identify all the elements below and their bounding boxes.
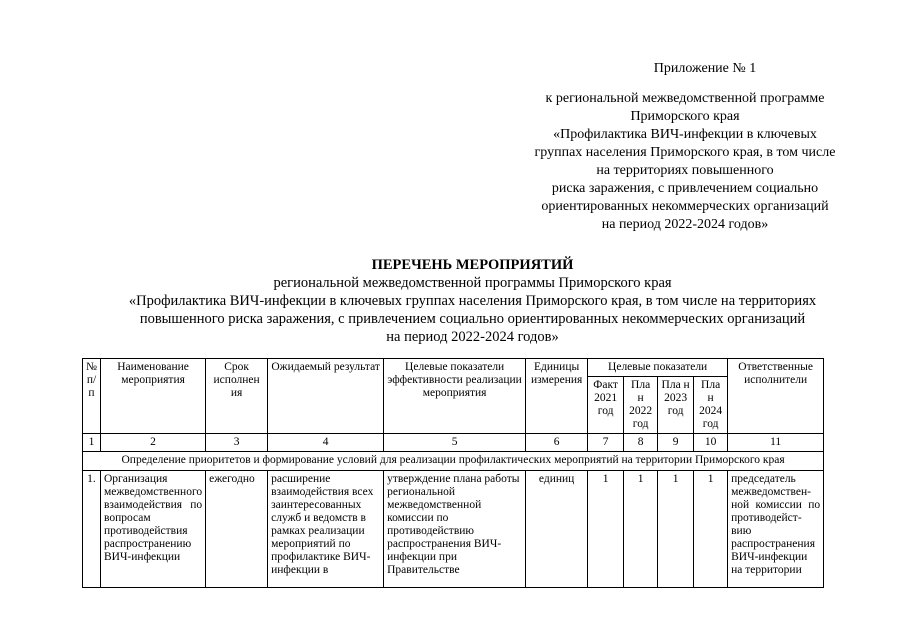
column-number: 3 [206,434,268,452]
heading-line: региональной межведомственной программы Приморского края [273,275,672,291]
row-unit: единиц [526,471,588,588]
header-responsible: Ответственные исполнители [728,359,824,434]
section-row [83,452,824,471]
appendix-line: на территориях повышенного [596,163,774,178]
row-plan-2024: 1 [694,471,728,588]
row-term: ежегодно [206,471,268,588]
row-plan-2023: 1 [658,471,694,588]
row-fact-2021: 1 [588,471,624,588]
column-numbers-row [83,434,824,452]
document-heading [40,256,905,346]
header-result: Ожидаемый результат [268,359,384,434]
heading-line: «Профилактика ВИЧ-инфекции в ключевых группах населения Приморского края, в том числе на территориях [128,293,817,309]
section-title: Определение приоритетов и формирование условий для реализации профилактических мероприятий на территории Приморского края [83,452,824,471]
appendix-line: к региональной межведомственной программе [545,91,825,106]
column-number: 8 [624,434,658,452]
appendix-block [505,60,865,234]
column-number: 5 [384,434,526,452]
column-number: 10 [694,434,728,452]
header-plan-2024: Пла н 2024 год [694,377,728,434]
row-name: Организация межведомственного взаимодействия по вопросам противодействия распространению ВИЧ-инфекции [100,471,205,588]
row-result: расширение взаимодействия всех заинтересованных служб и ведомств в рамках реализации мероприятий по профилактике ВИЧ-инфекции в [268,471,384,588]
header-indicators: Целевые показатели эффективности реализации мероприятия [384,359,526,434]
table-row [83,471,824,588]
appendix-line: риска заражения, с привлечением социально [551,181,819,196]
header-term: Срок исполнен ия [206,359,268,434]
header-name: Наименование мероприятия [100,359,205,434]
column-number: 6 [526,434,588,452]
column-number: 9 [658,434,694,452]
heading-line: на период 2022-2024 годов» [386,329,559,345]
appendix-number: Приложение № 1 [653,61,757,76]
appendix-line: Приморского края [630,109,740,124]
appendix-line: ориентированных некоммерческих организаций [541,199,829,214]
column-number: 7 [588,434,624,452]
header-plan-2023: Пла н 2023 год [658,377,694,434]
measures-table [82,358,824,588]
header-fact-2021: Факт 2021 год [588,377,624,434]
appendix-line: «Профилактика ВИЧ-инфекции в ключевых [553,127,817,142]
row-indicator: утверждение плана работы региональной межведомственной комиссии по противодействию распространения ВИЧ-инфекции при Правительстве [384,471,526,588]
row-responsible: председатель межведомствен-ной комиссии по противодейст-вию распространения ВИЧ-инфекции на территории [728,471,824,588]
heading-line: повышенного риска заражения, с привлечением социально ориентированных некоммерческих организаций [139,311,806,327]
column-number: 11 [728,434,824,452]
header-plan-2022: Пла н 2022 год [624,377,658,434]
header-units: Единицы измерения [526,359,588,434]
appendix-line: на период 2022-2024 годов» [601,217,769,232]
column-number: 2 [100,434,205,452]
column-number: 4 [268,434,384,452]
column-number: 1 [83,434,101,452]
header-row [83,359,824,377]
appendix-line: группах населения Приморского края, в том числе [534,145,836,160]
row-num: 1. [83,471,101,588]
row-plan-2022: 1 [624,471,658,588]
header-targets: Целевые показатели [588,359,728,377]
header-num: № п/ п [83,359,101,434]
document-title: ПЕРЕЧЕНЬ МЕРОПРИЯТИЙ [371,257,574,273]
